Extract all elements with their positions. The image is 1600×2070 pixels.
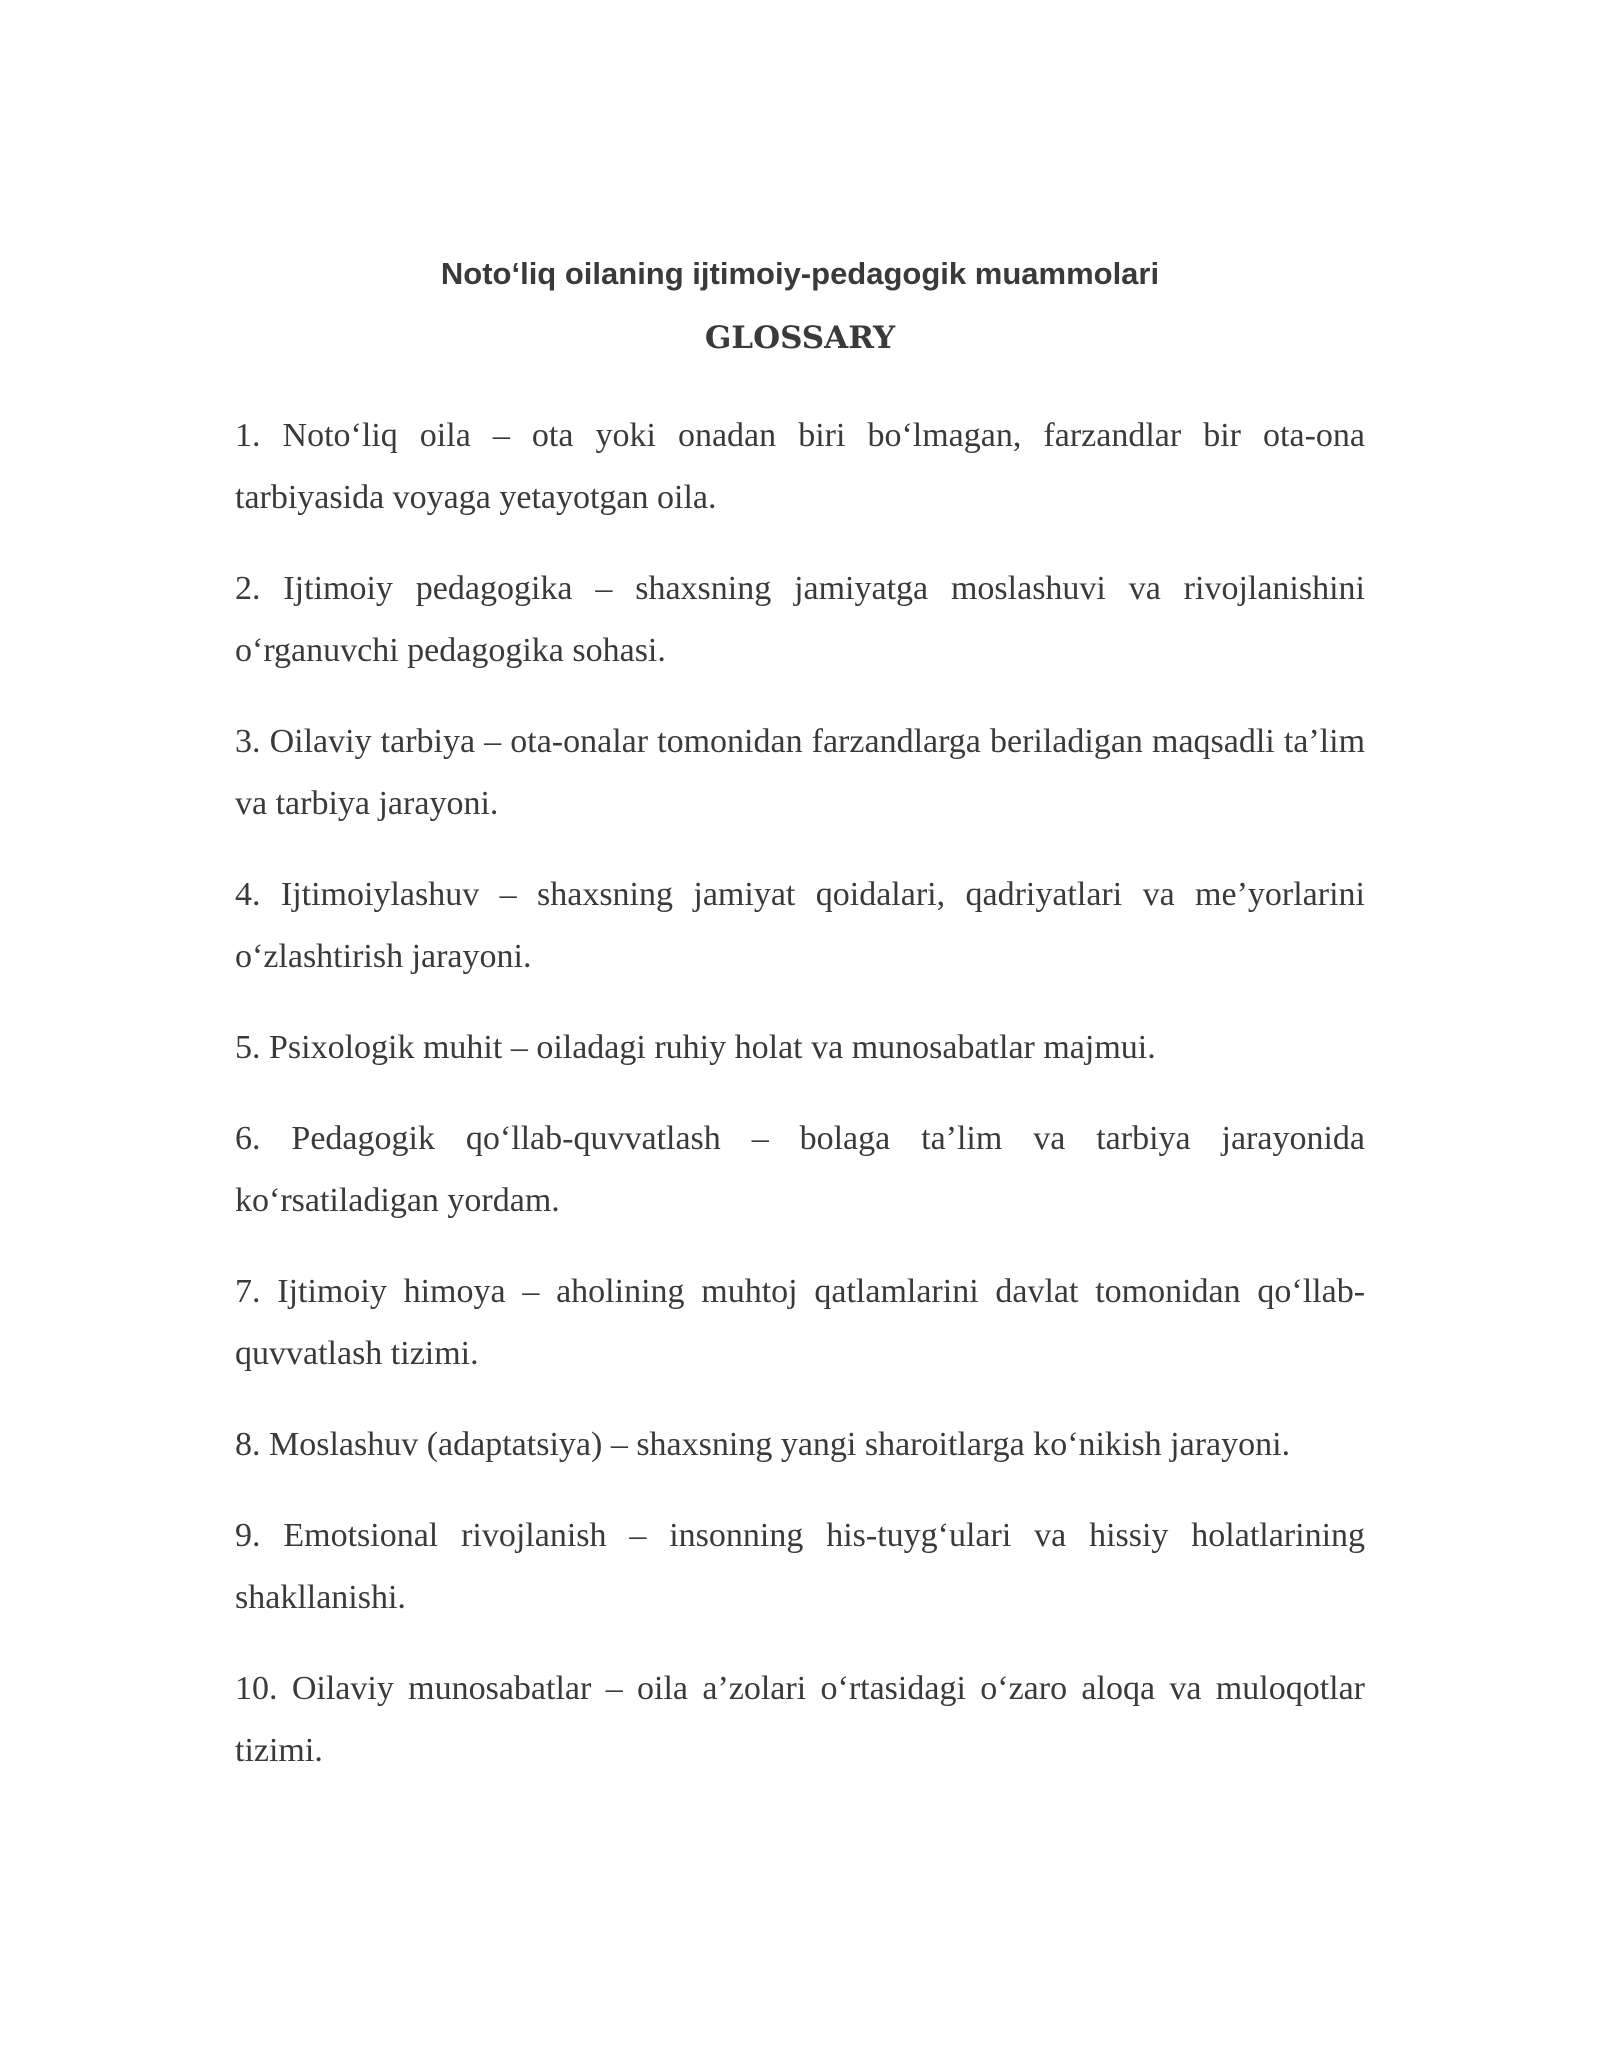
entry-number: 10. [235, 1670, 278, 1707]
entry-separator: – [492, 417, 510, 454]
entry-number: 7. [235, 1273, 261, 1310]
entry-number: 2. [235, 570, 261, 607]
glossary-entry [235, 1017, 1365, 1079]
entry-separator: – [510, 1029, 528, 1066]
entry-definition: oiladagi ruhiy holat va munosabatlar majmui. [536, 1029, 1156, 1066]
document-title: Noto‘liq oilaning ijtimoiy-pedagogik muammolari [440, 256, 1160, 291]
entry-term: Pedagogik qo‘llab-quvvatlash [291, 1120, 721, 1157]
entry-term: Ijtimoiy pedagogika [283, 570, 573, 607]
entry-separator: – [610, 1426, 628, 1463]
entry-number: 9. [235, 1517, 261, 1554]
entry-definition: shaxsning jamiyatga moslashuvi va rivojlanishini o‘rganuvchi pedagogika sohasi. [235, 570, 1366, 669]
entry-separator: – [499, 876, 517, 913]
entry-definition: shaxsning yangi sharoitlarga ko‘nikish jarayoni. [636, 1426, 1291, 1463]
glossary-entry [235, 1108, 1365, 1232]
entry-term: Oilaviy munosabatlar [291, 1670, 592, 1707]
entry-number: 3. [235, 723, 261, 760]
document-subtitle: GLOSSARY [704, 320, 896, 356]
entry-term: Ijtimoiylashuv [280, 876, 480, 913]
glossary-entry [235, 1261, 1365, 1385]
glossary-entry [235, 1658, 1365, 1782]
entry-term: Emotsional rivojlanish [283, 1517, 607, 1554]
entry-term: Psixologik muhit [269, 1029, 503, 1066]
entry-separator: – [595, 570, 613, 607]
glossary-entry [235, 864, 1365, 988]
glossary-entry [235, 711, 1365, 835]
entry-term: Noto‘liq oila [282, 417, 471, 454]
entry-number: 5. [235, 1029, 261, 1066]
entry-definition: insonning his-tuyg‘ulari va hissiy holatlarining shakllanishi. [235, 1517, 1366, 1616]
entry-definition: aholining muhtoj qatlamlarini davlat tomonidan qo‘llab-quvvatlash tizimi. [235, 1273, 1366, 1372]
entry-number: 4. [235, 876, 261, 913]
entry-term: Ijtimoiy himoya [277, 1273, 506, 1310]
entry-term: Oilaviy tarbiya [269, 723, 476, 760]
entry-separator: – [629, 1517, 647, 1554]
entry-separator: – [522, 1273, 540, 1310]
entry-definition: oila a’zolari o‘rtasidagi o‘zaro aloqa va muloqotlar tizimi. [235, 1670, 1366, 1769]
entry-separator: – [605, 1670, 623, 1707]
entry-separator: – [484, 723, 502, 760]
glossary-entry [235, 558, 1365, 682]
entry-definition: bolaga ta’lim va tarbiya jarayonida ko‘rsatiladigan yordam. [235, 1120, 1365, 1219]
entry-number: 1. [235, 417, 261, 454]
document-header [0, 248, 1600, 364]
entry-definition: ota yoki onadan biri bo‘lmagan, farzandlar bir ota-ona tarbiyasida voyaga yetayotgan oila. [235, 417, 1365, 516]
entry-definition: shaxsning jamiyat qoidalari, qadriyatlari va me’yorlarini o‘zlashtirish jarayoni. [235, 876, 1365, 975]
entry-separator: – [751, 1120, 769, 1157]
glossary-entry [235, 405, 1365, 529]
entry-number: 8. [235, 1426, 261, 1463]
entry-definition: ota-onalar tomonidan farzandlarga beriladigan maqsadli ta’lim va tarbiya jarayoni. [235, 723, 1366, 822]
glossary-entry [235, 1414, 1365, 1476]
entry-number: 6. [235, 1120, 261, 1157]
glossary-entry [235, 1505, 1365, 1629]
glossary-list [235, 405, 1365, 1811]
entry-term: Moslashuv (adaptatsiya) [269, 1426, 603, 1463]
